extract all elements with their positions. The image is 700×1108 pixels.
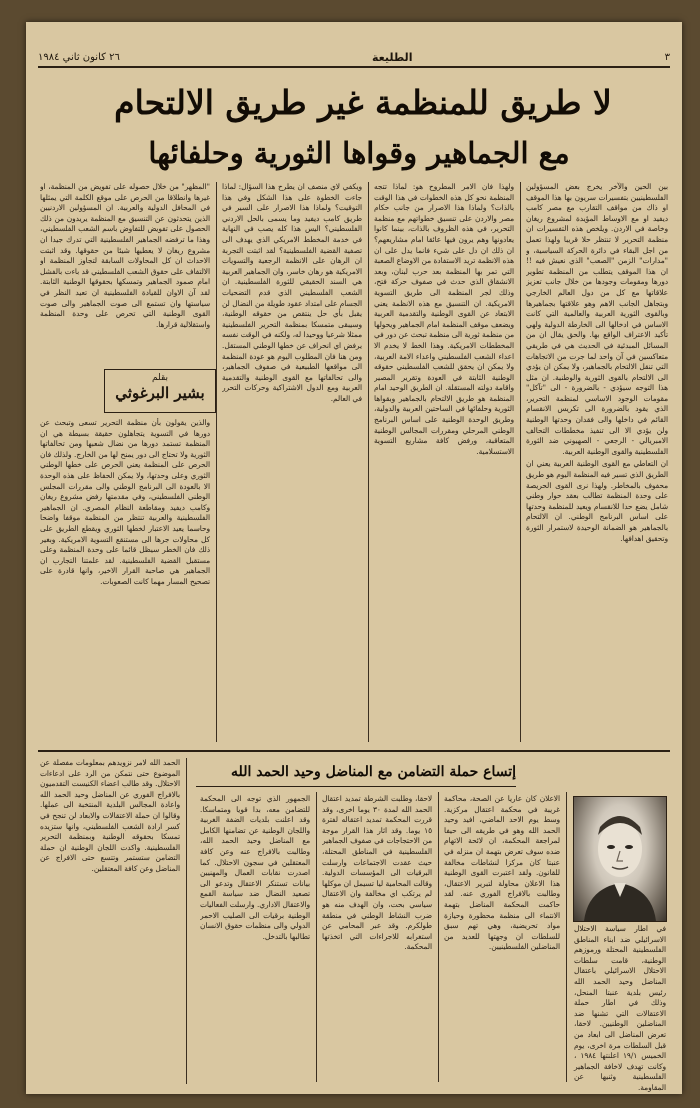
byline-prefix: بقلم bbox=[151, 373, 169, 383]
column-rule bbox=[520, 182, 521, 742]
article1-col4-text: "المظهر" من خلال حصوله على تفويض من المنظمة، او غيرها وانطلاقا من الحرص على موقع الكلمة التي يمثلها في المحافل الدولية والعربية. ان المسؤولين الاردنيين الذين يتحدثون عن التنسيق مع المنظمة يريدون من ذلك الحصول على تفويض للتفاوض باسم الشعب الفلسطيني، وهذا ما ترفضه الجماهير الفلسطينية التي تدرك جيدا ان مشروع ريغان لا يعطيها شيئا من حقوقها. وقد اثبتت الاحداث ان كل المحاولات السابقة لتجاوز المنظمة او الالتفاف على حقوق الشعب الفلسطيني قد باءت بالفشل امام صمود الجماهير وتمسكها بحقوقها الوطنية الثابتة. لقد آن الاوان للقيادة الفلسطينية ان تعيد النظر في سياستها وان تستمع الى صوت الجماهير والى صوت القوى الوطنية التي تحرص على وحدة المنظمة واستقلالية قرارها. bbox=[40, 182, 210, 329]
article2-column-1 bbox=[444, 794, 560, 1084]
article1-column-3 bbox=[222, 182, 362, 742]
column-rule bbox=[438, 792, 439, 1082]
page-number: ٣ bbox=[664, 51, 670, 63]
section-divider bbox=[38, 750, 670, 752]
article1-column-2 bbox=[374, 182, 514, 742]
article1-col4b-text: والذين يقولون بأن منظمة التحرير تسعى وتبحث عن دورها في التسوية يتجاهلون حقيقة بسيطة هي ان المنظمة تستمد دورها من نضال شعبها ومن تحالفاتها الثورية ولا تحتاج الى دور يمنح لها من الخارج. ولذلك فان الحرص على المنظمة يعني الحرص على خطها الوطني الثوري وعلى وحدتها، ولا يمكن الحفاظ على هذه الوحدة الا بالعودة الى البرنامج الوطني والى مقررات المجلس الوطني الفلسطيني، وفي مقدمتها رفض مشروع ريغان وكامب ديفيد ومقاطعة النظام المصري. ان الجماهير الفلسطينية والعربية تنتظر من المنظمة موقفا واضحا وحاسما يعيد الاعتبار لخطها الثوري ويقطع الطريق على كل محاولات جرها الى مستنقع التسوية الامريكية. وبغير ذلك فان الخطر سيظل قائما على وحدة المنظمة وعلى مستقبل القضية الفلسطينية. لقد علمتنا التجارب ان الجماهير هي صاحبة القرار الاخير، وانها قادرة على تصحيح المسار مهما كانت الصعوبات. bbox=[40, 418, 210, 586]
portrait-photo bbox=[573, 796, 667, 922]
article1-col3-text: ويكفي لاي منصف ان يطرح هذا السؤال: لماذا جاءت الخطوة على هذا الشكل وفي هذا التوقيت؟ ولماذا هذا الاصرار على السير في طريق كامب ديفيد وما يسمى بالحل الاردني الفلسطيني؟ اليس هذا كله يصب في النهاية في خدمة المخطط الامريكي الذي يهدف الى تصفية القضية الفلسطينية؟ لقد اثبتت التجربة ان الرهان على الانظمة الرجعية والتسويات الامريكية هو رهان خاسر، وان الجماهير العربية هي السند الحقيقي للثورة الفلسطينية. ان الشعب الفلسطيني الذي قدم التضحيات الجسام على امتداد عقود طويلة من النضال لن يقبل بأي حل ينتقص من حقوقه الوطنية، وسيبقى متمسكا بمنظمة التحرير الفلسطينية ممثلا شرعيا ووحيدا له، ولكنه في الوقت نفسه يرفض اي انحراف عن خطها الوطني المستقل. ومن هنا فان المطلوب اليوم هو عودة المنظمة الى مواقعها الطبيعية في صفوف الجماهير، والى تحالفاتها مع القوى الوطنية والتقدمية العربية ومع الدول الاشتراكية وحركات التحرر في العالم. bbox=[222, 182, 362, 403]
issue-date: ٢٦ كانون ثاني ١٩٨٤ bbox=[38, 51, 120, 63]
article2-col2-text: لاحقا، وطلبت الشرطة تمديد اعتقال الحمد الله لمدة ٣٠ يوما اخرى، وقد قررت المحكمة تمديد اعتقاله لفترة ١٥ يوما. وقد اثار هذا القرار موجة من الاحتجاجات في صفوف الجماهير الفلسطينية في المناطق المحتلة، حيث عقدت الاجتماعات وارسلت البرقيات الى المؤسسات الدولية. وقالت المحامية ليا تسيمل ان موكلها لم يرتكب اي مخالفة وان الاعتقال سياسي بحت، وان الهدف منه هو ضرب النشاط الوطني في منطقة طولكرم. وقد عبر المحامي عن استغرابه للاجراءات التي اتخذتها المحكمة. bbox=[322, 794, 432, 952]
publication-name: الطليعة bbox=[371, 50, 413, 64]
headline-line-1: لا طريق للمنظمة غير طريق الالتحام bbox=[114, 83, 612, 122]
column-rule bbox=[566, 792, 567, 1082]
column-rule bbox=[316, 792, 317, 1082]
headline-line-2: مع الجماهير وقواها الثورية وحلفائها bbox=[148, 136, 570, 170]
article2-column-4 bbox=[40, 758, 180, 1084]
portrait-image bbox=[574, 797, 666, 921]
article1-column-4 bbox=[40, 182, 210, 362]
column-rule bbox=[186, 758, 187, 1084]
column-rule bbox=[368, 182, 369, 742]
photo-caption: في اطار سياسة الاحتلال الاسرائيلي ضد ابناء المناطق الفلسطينية المحتلة ورموزهم الوطنية، قامت سلطات الاحتلال الاسرائيلي باعتقال المناضل وحيد الحمد الله رئيس بلدية عنبتا المنحل، وذلك في اطار حملة الاعتقالات التي تشنها ضد المناضلين الوطنيين. لاحقا، تعرض المناضل الى ابعاد من قبل السلطات مرة اخرى، يوم الخميس ١٩/١ اعلنتها ١٩٨٤ ، وكانت تهدف لاخافة الجماهير الفلسطينية وثنيها عن المقاومة. bbox=[574, 924, 666, 1092]
article1-col1b-text: ان التعاطي مع القوى الوطنية العربية يعني ان الطريق الذي تسير فيه المنظمة اليوم هو طريق محفوف بالمخاطر. ولهذا نرى القوى الحريصة على وحدة المنظمة تطالب بعقد حوار وطني شامل يضع حدا للانقسام ويعيد للمنظمة وحدتها على اساس البرنامج الوطني. ان الالتحام بالجماهير هو الضمانة الوحيدة لاستمرار الثورة وتحقيق اهدافها. bbox=[526, 459, 668, 543]
article1-col2-text: ولهذا فان الامر المطروح هو: لماذا تتجه المنظمة نحو كل هذه الخطوات في هذا الوقت بالذات؟ ولماذا هذا الاصرار من جانب حكام مصر والاردن على تنسيق خطواتهم مع منظمة التحرير، في هذه الظروف بالذات، بينما كانوا يعادونها وهم يرون فيها عائقا امام مشاريعهم؟ ان ذلك ان دل على شيء فانما يدل على ان هذه الانظمة تريد الاستفادة من الاوضاع الصعبة التي تمر بها المنظمة بعد حرب لبنان، وبعد الانشقاق الذي حدث في صفوف حركة فتح، وذلك لجر المنظمة الى طريق التسوية الامريكية. ان التنسيق مع هذه الانظمة يعني الابتعاد عن القوى الوطنية والتقدمية العربية ويضعف موقف المنظمة امام الجماهير ويحولها من منظمة ثورية الى منظمة تبحث عن دور في المخططات الامريكية. وهذا الخط لا يخدم الا اعداء الشعب الفلسطيني واعداء الامة العربية، ولا يمكن ان يحقق للشعب الفلسطيني حقوقه الوطنية الثابتة في العودة وتقرير المصير واقامة دولته المستقلة. ان الطريق الوحيد امام المنظمة هو طريق الالتحام بالجماهير وبقواها الثورية وحلفائها في الساحتين العربية والدولية، وطريق الوحدة الوطنية على اساس البرنامج الوطني المرحلي ومقررات المجالس الوطنية المتعاقبة، ورفض كافة مشاريع التسوية الاستسلامية. bbox=[374, 182, 514, 456]
folio-bar bbox=[38, 48, 670, 68]
newspaper-page bbox=[26, 22, 682, 1094]
article2-column-3 bbox=[200, 794, 310, 1084]
article2-col4-text: الحمد الله لامر نزويدهم بمعلومات مفصلة عن الموضوع حتى نتمكن من الرد على ادعاءات الاحتلال. وقد طالب اعضاء الكنيست التقدميون بالافراج الفوري عن المناضل وحيد الحمد الله واعادة المجالس البلدية المنتخبة الى عملها. وقالوا ان حملة الاعتقالات والابعاد لن تنجح في كسر ارادة الشعب الفلسطيني، وانها ستزيده تمسكا بحقوقه الوطنية وبمنظمة التحرير الفلسطينية. واكدت اللجان الوطنية ان حملة التضامن ستستمر وتتسع حتى الافراج عن المناضل وعن كافة المعتقلين. bbox=[40, 758, 180, 873]
article1-column-4b bbox=[40, 418, 210, 742]
byline-author: بشير البرغوثي bbox=[115, 384, 205, 402]
article1-col1-text: بين الحين والآخر يخرج بعض المسؤولين الفلسطينيين بتفسيرات سريون بها هذا الموقف او ذاك من مواقف التقارب مع مصر كامب ديفيد او مع الاوساط المؤيدة لمشروع ريغان وخاصة في الاردن. ويلخص هذه التفسيرات ان منظمة التحرير لا تنتظر حلا قريبا ولهذا تعمل من اجل البقاء في دائرة الحركة السياسية، و "مدارات" الزمن "الصعب" الذي نعيش فيه !! ان هذا الموقف يتطلب من المنظمة تطوير دورها ومقومات وجودها من خلال جانب تعزيز علاقاتها مع كل من دول العالم الخارجي وبتجاهل الجانب الاهم وهو علاقتها بجماهيرها وبالقوى الثورية العربية والعالمية التي كانت الاساس في ادخالها الى الخارطة الدولية ولهي تأكيد الاعتراف الواقع بها. والحق يقال ان من المسائل المبدئية في الحديث هي في طريقي متعاكسين في آن واحد لما جرت من الاتجاهات التي تنقل الالتحام بالجماهير، ولا يمكن ان يؤدي الى الالتحام بالقوى الثورية والوطنية. ان مثل هذا التوجه سيؤدي - بالضرورة - الى "تآكل" مقومات الوجود الاساسي لمنظمة التحرير، الذي يقود بالضرورة الى تكريس الانقسام القائم في داخلها والى فقدان وحدتها الوطنية ولن يؤدي الا الى تنفيذ مخططات التحالف الامبريالي - الرجعي - الصهيوني ضد الثورة الفلسطينية والقوى الوطنية العربية. bbox=[526, 182, 668, 456]
column-rule bbox=[216, 182, 217, 742]
article2-col3-text: الجمهور الذي توجه الى المحكمة للتضامن معه، بدا قويا ومتماسكا. وقد اعلنت بلديات الضفة الغربية واللجان الوطنية عن تضامنها الكامل مع المناضل وحيد الحمد الله، وطالبت بالافراج عنه وعن كافة المعتقلين في سجون الاحتلال. كما اصدرت نقابات العمال والمهنيين بيانات تستنكر الاعتقال وتدعو الى تصعيد النضال ضد سياسة القمع والاعتقال الاداري. وارسلت الفعاليات الوطنية برقيات الى الصليب الاحمر الدولي والى منظمات حقوق الانسان تطالبها بالتدخل. bbox=[200, 794, 310, 941]
byline-box bbox=[104, 369, 216, 413]
article2-col1-text: الاعلان كان عاريا عن الصحة، محاكمة غريبة في محكمة اعتقال مركزية. وسط يوم الاحد الماضي، افيد وحيد الحمد الله وهو في طريقه الى حيفا لمراجعة المحكمة، ان لائحة الاتهام ضده سوف تعرض بتهمة ان منزله في عنبتا كان مركزا لنشاطات مخالفة للقانون. ولقد اعتبرت القوى الوطنية هذا الاعلان محاولة لتبرير الاعتقال، وطالبت بالافراج الفوري عنه. لقد حاكمت المحكمة المناضل بتهمة الانتماء الى منظمة محظورة وحيازة مواد تحريضية، وهي تهم سبق للسلطات ان وجهتها للعديد من المناضلين الفلسطينيين. bbox=[444, 794, 560, 952]
article1-column-1 bbox=[526, 182, 668, 742]
article2-headline: إتساع حملة التضامن مع المناضل وحيد الحمد الله bbox=[196, 764, 516, 787]
article2-column-2 bbox=[322, 794, 432, 1084]
